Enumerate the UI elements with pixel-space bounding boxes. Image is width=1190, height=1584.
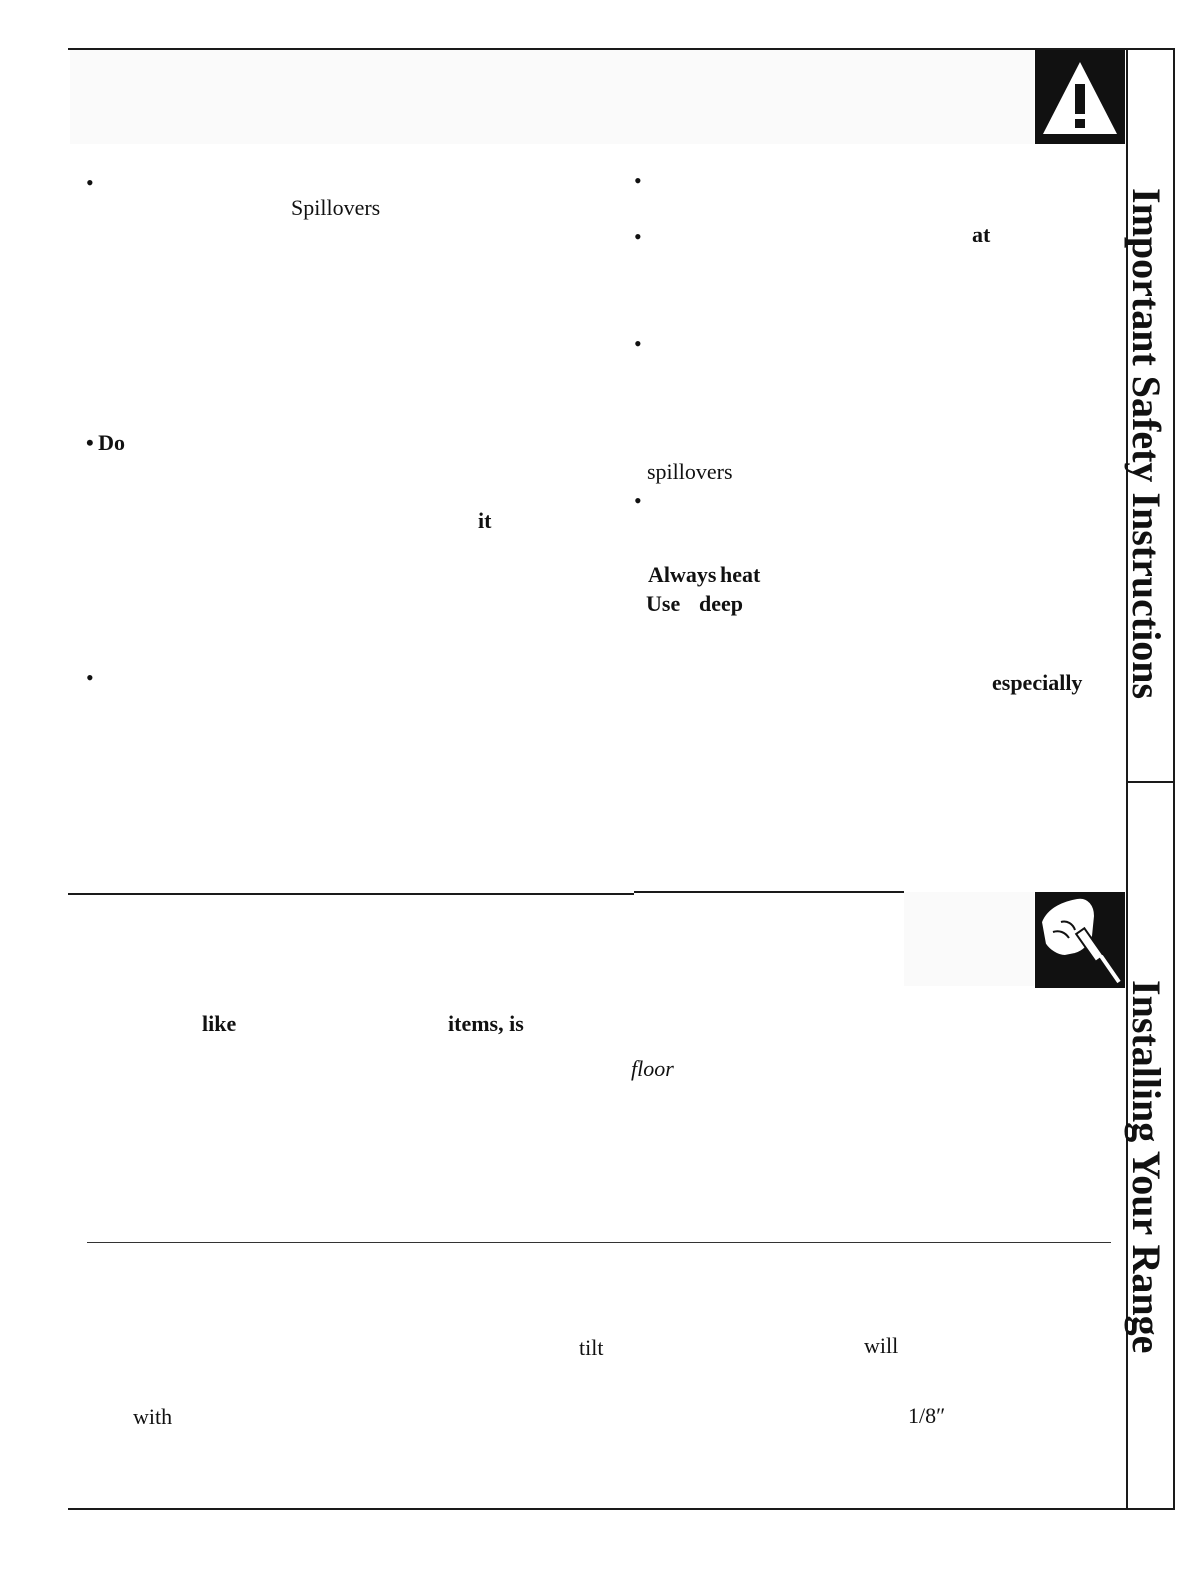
bullet-marker: • [634,224,642,249]
warning-icon-box [1035,50,1125,144]
install-icon-box [1035,892,1125,988]
section-divider-left [68,893,634,895]
safety-header-band [70,50,1034,144]
word-do: Do [98,430,125,455]
side-tab-divider [1127,781,1174,783]
install-header-band [904,892,1034,986]
word-items-is: items, is [448,1011,524,1036]
word-like: like [202,1011,237,1036]
word-always: Always [648,562,717,587]
bottom-rule [68,1508,1174,1510]
side-tab-installing-range[interactable]: Installing Your Range [1124,980,1169,1354]
word-tilt: tilt [579,1335,604,1360]
bullet-marker: • [634,168,642,193]
bullet-marker: • [86,170,94,195]
section-divider-right [634,891,904,893]
bullet-marker: • [634,488,642,513]
word-spillovers-right: spillovers [647,459,733,484]
warning-triangle-icon [1035,50,1125,144]
word-deep: deep [699,591,743,616]
word-it: it [478,508,492,533]
word-will: will [864,1333,899,1358]
side-tab-safety-instructions[interactable]: Important Safety Instructions [1124,188,1169,700]
word-heat: heat [720,562,761,587]
side-tab-right-border [1173,48,1175,1510]
word-with: with [133,1404,173,1429]
word-especially: especially [992,670,1083,695]
measurement-value: 1/8″ [908,1403,946,1428]
hand-screwdriver-icon [1035,892,1125,988]
bullet-marker: • [634,331,642,356]
bullet-do: • Do [86,430,125,455]
bullet-marker: • [86,665,94,690]
word-spillovers: Spillovers [291,195,381,220]
subsection-rule [87,1242,1111,1243]
word-floor: floor [631,1056,674,1081]
word-at: at [972,222,991,247]
word-use: Use [646,591,681,616]
